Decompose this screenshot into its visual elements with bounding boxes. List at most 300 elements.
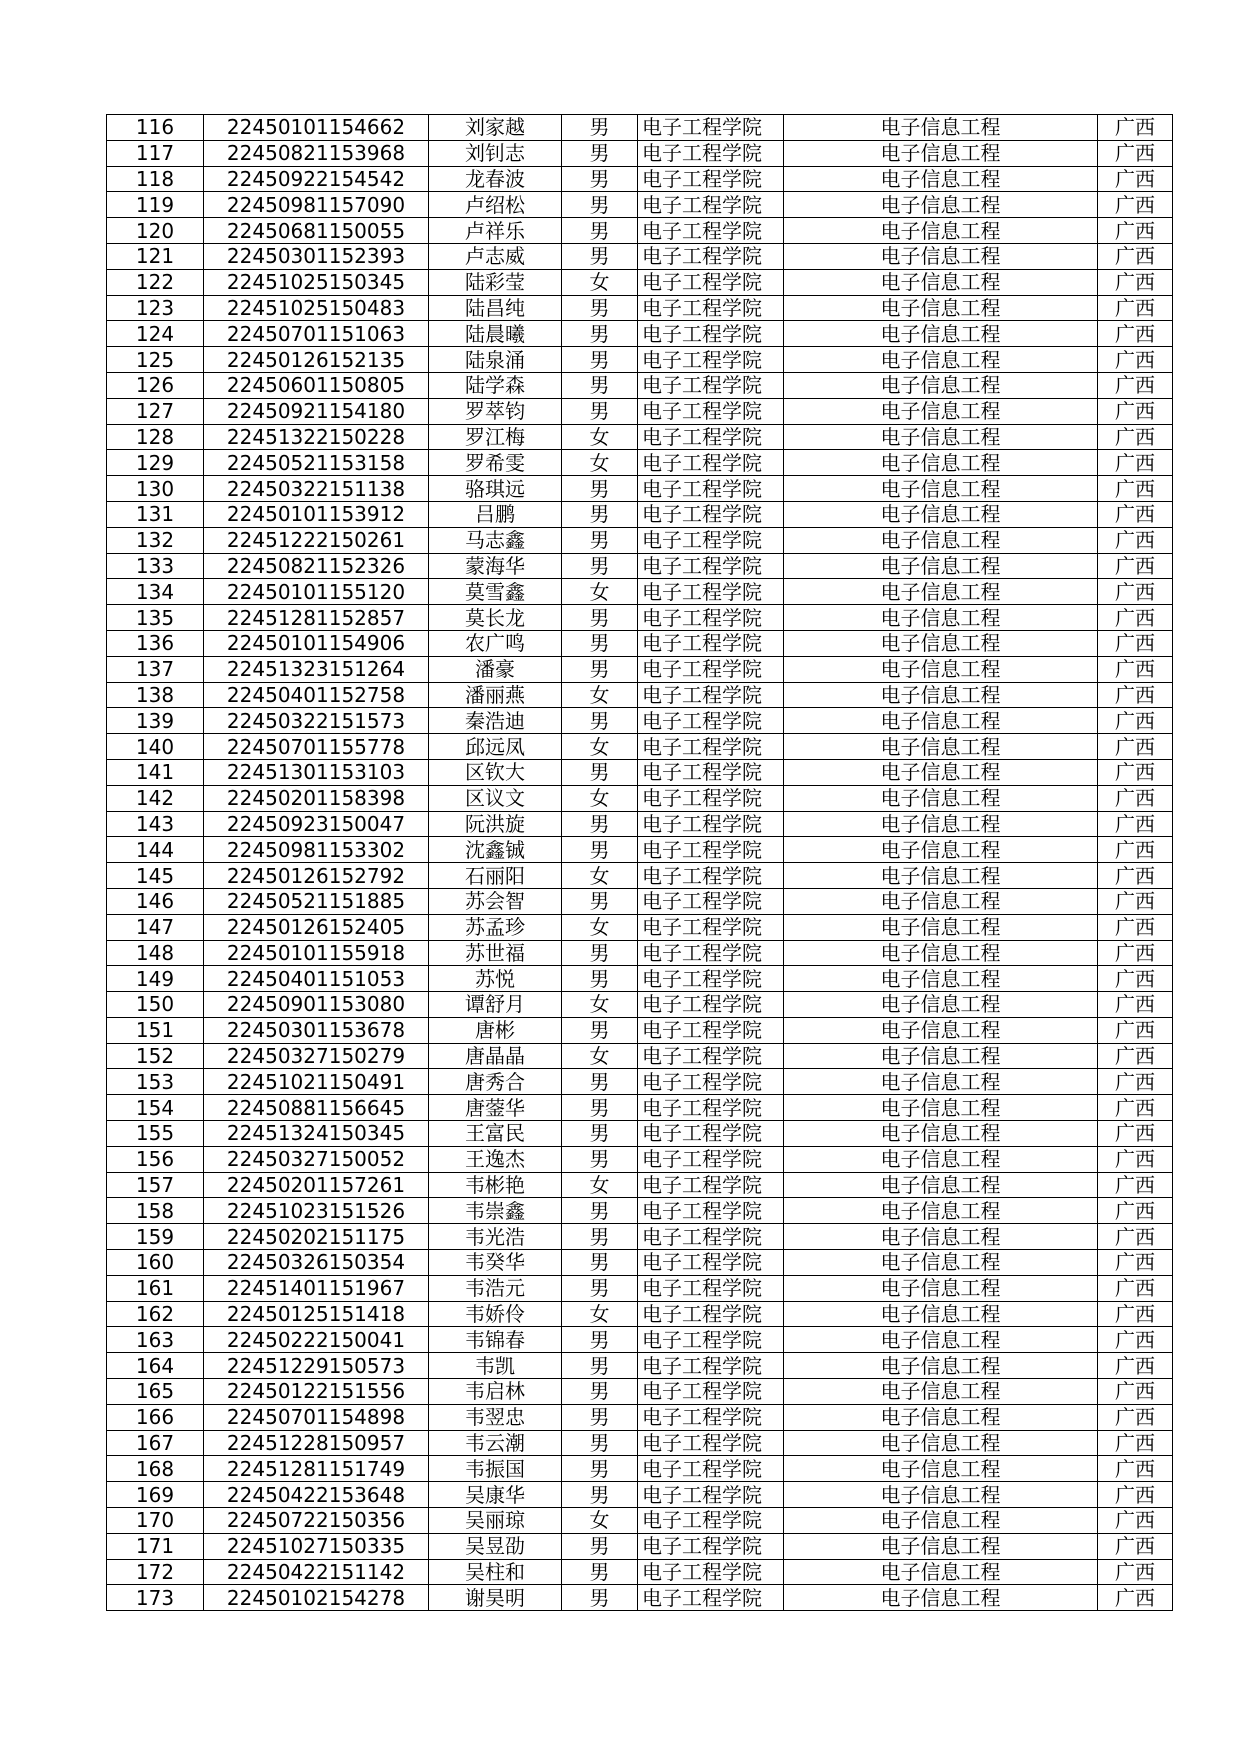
major-cell: 电子信息工程 bbox=[784, 734, 1098, 760]
name-cell: 潘豪 bbox=[429, 656, 562, 682]
college-cell: 电子工程学院 bbox=[638, 1275, 784, 1301]
college-cell: 电子工程学院 bbox=[638, 527, 784, 553]
major-cell: 电子信息工程 bbox=[784, 1482, 1098, 1508]
province-cell: 广西 bbox=[1098, 1043, 1173, 1069]
exam-id-cell: 22450681150055 bbox=[204, 218, 429, 244]
name-cell: 区议文 bbox=[429, 785, 562, 811]
row-number-cell: 120 bbox=[107, 218, 204, 244]
exam-id-cell: 22450821152326 bbox=[204, 553, 429, 579]
row-number-cell: 122 bbox=[107, 269, 204, 295]
college-cell: 电子工程学院 bbox=[638, 1172, 784, 1198]
college-cell: 电子工程学院 bbox=[638, 1585, 784, 1611]
college-cell: 电子工程学院 bbox=[638, 1069, 784, 1095]
province-cell: 广西 bbox=[1098, 863, 1173, 889]
name-cell: 王逸杰 bbox=[429, 1146, 562, 1172]
name-cell: 王富民 bbox=[429, 1121, 562, 1147]
province-cell: 广西 bbox=[1098, 1250, 1173, 1276]
name-cell: 苏世福 bbox=[429, 940, 562, 966]
table-row bbox=[107, 708, 1173, 734]
table-row bbox=[107, 1456, 1173, 1482]
exam-id-cell: 22450126152792 bbox=[204, 863, 429, 889]
major-cell: 电子信息工程 bbox=[784, 1327, 1098, 1353]
college-cell: 电子工程学院 bbox=[638, 1301, 784, 1327]
province-cell: 广西 bbox=[1098, 605, 1173, 631]
gender-cell: 女 bbox=[562, 785, 638, 811]
exam-id-cell: 22450422151142 bbox=[204, 1559, 429, 1585]
name-cell: 卢绍松 bbox=[429, 192, 562, 218]
province-cell: 广西 bbox=[1098, 1404, 1173, 1430]
table-row bbox=[107, 1146, 1173, 1172]
gender-cell: 男 bbox=[562, 966, 638, 992]
major-cell: 电子信息工程 bbox=[784, 1224, 1098, 1250]
exam-id-cell: 22450326150354 bbox=[204, 1250, 429, 1276]
college-cell: 电子工程学院 bbox=[638, 605, 784, 631]
student-list-table bbox=[106, 114, 1173, 1611]
table-row bbox=[107, 837, 1173, 863]
gender-cell: 男 bbox=[562, 166, 638, 192]
province-cell: 广西 bbox=[1098, 888, 1173, 914]
gender-cell: 男 bbox=[562, 759, 638, 785]
row-number-cell: 140 bbox=[107, 734, 204, 760]
name-cell: 韦振国 bbox=[429, 1456, 562, 1482]
major-cell: 电子信息工程 bbox=[784, 759, 1098, 785]
row-number-cell: 125 bbox=[107, 347, 204, 373]
name-cell: 韦云潮 bbox=[429, 1430, 562, 1456]
exam-id-cell: 22451281152857 bbox=[204, 605, 429, 631]
province-cell: 广西 bbox=[1098, 372, 1173, 398]
college-cell: 电子工程学院 bbox=[638, 450, 784, 476]
exam-id-cell: 22450921154180 bbox=[204, 398, 429, 424]
row-number-cell: 139 bbox=[107, 708, 204, 734]
gender-cell: 男 bbox=[562, 656, 638, 682]
name-cell: 韦启林 bbox=[429, 1379, 562, 1405]
major-cell: 电子信息工程 bbox=[784, 966, 1098, 992]
row-number-cell: 159 bbox=[107, 1224, 204, 1250]
row-number-cell: 155 bbox=[107, 1121, 204, 1147]
exam-id-cell: 22450923150047 bbox=[204, 811, 429, 837]
province-cell: 广西 bbox=[1098, 734, 1173, 760]
exam-id-cell: 22450722150356 bbox=[204, 1508, 429, 1534]
name-cell: 韦光浩 bbox=[429, 1224, 562, 1250]
row-number-cell: 137 bbox=[107, 656, 204, 682]
college-cell: 电子工程学院 bbox=[638, 708, 784, 734]
major-cell: 电子信息工程 bbox=[784, 1456, 1098, 1482]
province-cell: 广西 bbox=[1098, 269, 1173, 295]
gender-cell: 女 bbox=[562, 1301, 638, 1327]
college-cell: 电子工程学院 bbox=[638, 1198, 784, 1224]
table-row bbox=[107, 1404, 1173, 1430]
province-cell: 广西 bbox=[1098, 1095, 1173, 1121]
name-cell: 唐晶晶 bbox=[429, 1043, 562, 1069]
name-cell: 唐蓥华 bbox=[429, 1095, 562, 1121]
row-number-cell: 128 bbox=[107, 424, 204, 450]
college-cell: 电子工程学院 bbox=[638, 682, 784, 708]
exam-id-cell: 22451021150491 bbox=[204, 1069, 429, 1095]
name-cell: 卢祥乐 bbox=[429, 218, 562, 244]
college-cell: 电子工程学院 bbox=[638, 1353, 784, 1379]
name-cell: 沈鑫铖 bbox=[429, 837, 562, 863]
table-row bbox=[107, 1017, 1173, 1043]
major-cell: 电子信息工程 bbox=[784, 1172, 1098, 1198]
table-row bbox=[107, 1559, 1173, 1585]
name-cell: 农广鸣 bbox=[429, 630, 562, 656]
province-cell: 广西 bbox=[1098, 837, 1173, 863]
gender-cell: 男 bbox=[562, 243, 638, 269]
exam-id-cell: 22451023151526 bbox=[204, 1198, 429, 1224]
major-cell: 电子信息工程 bbox=[784, 1069, 1098, 1095]
exam-id-cell: 22450401151053 bbox=[204, 966, 429, 992]
row-number-cell: 173 bbox=[107, 1585, 204, 1611]
province-cell: 广西 bbox=[1098, 1069, 1173, 1095]
row-number-cell: 162 bbox=[107, 1301, 204, 1327]
college-cell: 电子工程学院 bbox=[638, 811, 784, 837]
college-cell: 电子工程学院 bbox=[638, 1456, 784, 1482]
name-cell: 罗江梅 bbox=[429, 424, 562, 450]
gender-cell: 男 bbox=[562, 501, 638, 527]
major-cell: 电子信息工程 bbox=[784, 476, 1098, 502]
gender-cell: 女 bbox=[562, 914, 638, 940]
province-cell: 广西 bbox=[1098, 966, 1173, 992]
major-cell: 电子信息工程 bbox=[784, 682, 1098, 708]
college-cell: 电子工程学院 bbox=[638, 1482, 784, 1508]
table-row bbox=[107, 1224, 1173, 1250]
exam-id-cell: 22451229150573 bbox=[204, 1353, 429, 1379]
gender-cell: 男 bbox=[562, 1559, 638, 1585]
gender-cell: 男 bbox=[562, 1250, 638, 1276]
major-cell: 电子信息工程 bbox=[784, 1121, 1098, 1147]
gender-cell: 男 bbox=[562, 1353, 638, 1379]
major-cell: 电子信息工程 bbox=[784, 605, 1098, 631]
major-cell: 电子信息工程 bbox=[784, 553, 1098, 579]
name-cell: 苏孟珍 bbox=[429, 914, 562, 940]
province-cell: 广西 bbox=[1098, 656, 1173, 682]
major-cell: 电子信息工程 bbox=[784, 992, 1098, 1018]
college-cell: 电子工程学院 bbox=[638, 1017, 784, 1043]
gender-cell: 男 bbox=[562, 218, 638, 244]
major-cell: 电子信息工程 bbox=[784, 347, 1098, 373]
province-cell: 广西 bbox=[1098, 1301, 1173, 1327]
row-number-cell: 126 bbox=[107, 372, 204, 398]
exam-id-cell: 22450981153302 bbox=[204, 837, 429, 863]
province-cell: 广西 bbox=[1098, 1146, 1173, 1172]
exam-id-cell: 22451025150345 bbox=[204, 269, 429, 295]
exam-id-cell: 22450901153080 bbox=[204, 992, 429, 1018]
row-number-cell: 158 bbox=[107, 1198, 204, 1224]
table-row bbox=[107, 295, 1173, 321]
table-row bbox=[107, 424, 1173, 450]
name-cell: 陆彩莹 bbox=[429, 269, 562, 295]
exam-id-cell: 22450126152405 bbox=[204, 914, 429, 940]
name-cell: 吴柱和 bbox=[429, 1559, 562, 1585]
gender-cell: 男 bbox=[562, 837, 638, 863]
table-row bbox=[107, 630, 1173, 656]
gender-cell: 女 bbox=[562, 579, 638, 605]
row-number-cell: 160 bbox=[107, 1250, 204, 1276]
exam-id-cell: 22450322151138 bbox=[204, 476, 429, 502]
exam-id-cell: 22450202151175 bbox=[204, 1224, 429, 1250]
gender-cell: 男 bbox=[562, 1146, 638, 1172]
table-row bbox=[107, 1353, 1173, 1379]
college-cell: 电子工程学院 bbox=[638, 1379, 784, 1405]
table-row bbox=[107, 579, 1173, 605]
name-cell: 韦癸华 bbox=[429, 1250, 562, 1276]
major-cell: 电子信息工程 bbox=[784, 1404, 1098, 1430]
row-number-cell: 121 bbox=[107, 243, 204, 269]
college-cell: 电子工程学院 bbox=[638, 785, 784, 811]
major-cell: 电子信息工程 bbox=[784, 1353, 1098, 1379]
college-cell: 电子工程学院 bbox=[638, 1224, 784, 1250]
exam-id-cell: 22450101155918 bbox=[204, 940, 429, 966]
major-cell: 电子信息工程 bbox=[784, 450, 1098, 476]
table-row bbox=[107, 192, 1173, 218]
table-row bbox=[107, 1327, 1173, 1353]
college-cell: 电子工程学院 bbox=[638, 1533, 784, 1559]
row-number-cell: 133 bbox=[107, 553, 204, 579]
major-cell: 电子信息工程 bbox=[784, 166, 1098, 192]
province-cell: 广西 bbox=[1098, 1198, 1173, 1224]
exam-id-cell: 22450401152758 bbox=[204, 682, 429, 708]
row-number-cell: 148 bbox=[107, 940, 204, 966]
exam-id-cell: 22450102154278 bbox=[204, 1585, 429, 1611]
province-cell: 广西 bbox=[1098, 1327, 1173, 1353]
exam-id-cell: 22450301153678 bbox=[204, 1017, 429, 1043]
province-cell: 广西 bbox=[1098, 630, 1173, 656]
major-cell: 电子信息工程 bbox=[784, 708, 1098, 734]
row-number-cell: 168 bbox=[107, 1456, 204, 1482]
name-cell: 吴昱劭 bbox=[429, 1533, 562, 1559]
row-number-cell: 157 bbox=[107, 1172, 204, 1198]
major-cell: 电子信息工程 bbox=[784, 372, 1098, 398]
table-row bbox=[107, 682, 1173, 708]
table-row bbox=[107, 1069, 1173, 1095]
major-cell: 电子信息工程 bbox=[784, 1146, 1098, 1172]
gender-cell: 女 bbox=[562, 734, 638, 760]
table-row bbox=[107, 1043, 1173, 1069]
exam-id-cell: 22450821153968 bbox=[204, 140, 429, 166]
province-cell: 广西 bbox=[1098, 1456, 1173, 1482]
gender-cell: 男 bbox=[562, 1224, 638, 1250]
major-cell: 电子信息工程 bbox=[784, 321, 1098, 347]
major-cell: 电子信息工程 bbox=[784, 295, 1098, 321]
major-cell: 电子信息工程 bbox=[784, 1043, 1098, 1069]
major-cell: 电子信息工程 bbox=[784, 888, 1098, 914]
province-cell: 广西 bbox=[1098, 1585, 1173, 1611]
college-cell: 电子工程学院 bbox=[638, 295, 784, 321]
name-cell: 吴康华 bbox=[429, 1482, 562, 1508]
gender-cell: 男 bbox=[562, 888, 638, 914]
major-cell: 电子信息工程 bbox=[784, 218, 1098, 244]
exam-id-cell: 22450701155778 bbox=[204, 734, 429, 760]
major-cell: 电子信息工程 bbox=[784, 501, 1098, 527]
table-row bbox=[107, 398, 1173, 424]
exam-id-cell: 22450125151418 bbox=[204, 1301, 429, 1327]
table-row bbox=[107, 1301, 1173, 1327]
row-number-cell: 166 bbox=[107, 1404, 204, 1430]
major-cell: 电子信息工程 bbox=[784, 1508, 1098, 1534]
college-cell: 电子工程学院 bbox=[638, 243, 784, 269]
row-number-cell: 165 bbox=[107, 1379, 204, 1405]
exam-id-cell: 22450122151556 bbox=[204, 1379, 429, 1405]
college-cell: 电子工程学院 bbox=[638, 1250, 784, 1276]
gender-cell: 男 bbox=[562, 372, 638, 398]
college-cell: 电子工程学院 bbox=[638, 1043, 784, 1069]
row-number-cell: 124 bbox=[107, 321, 204, 347]
major-cell: 电子信息工程 bbox=[784, 1559, 1098, 1585]
row-number-cell: 170 bbox=[107, 1508, 204, 1534]
gender-cell: 男 bbox=[562, 115, 638, 141]
province-cell: 广西 bbox=[1098, 553, 1173, 579]
table-row bbox=[107, 372, 1173, 398]
name-cell: 吴丽琼 bbox=[429, 1508, 562, 1534]
table-row bbox=[107, 1275, 1173, 1301]
exam-id-cell: 22450101153912 bbox=[204, 501, 429, 527]
name-cell: 苏会智 bbox=[429, 888, 562, 914]
name-cell: 陆晨曦 bbox=[429, 321, 562, 347]
province-cell: 广西 bbox=[1098, 914, 1173, 940]
row-number-cell: 117 bbox=[107, 140, 204, 166]
province-cell: 广西 bbox=[1098, 1224, 1173, 1250]
table-row bbox=[107, 605, 1173, 631]
row-number-cell: 134 bbox=[107, 579, 204, 605]
province-cell: 广西 bbox=[1098, 527, 1173, 553]
exam-id-cell: 22450701154898 bbox=[204, 1404, 429, 1430]
province-cell: 广西 bbox=[1098, 1172, 1173, 1198]
college-cell: 电子工程学院 bbox=[638, 1508, 784, 1534]
exam-id-cell: 22450322151573 bbox=[204, 708, 429, 734]
gender-cell: 男 bbox=[562, 398, 638, 424]
gender-cell: 女 bbox=[562, 450, 638, 476]
province-cell: 广西 bbox=[1098, 708, 1173, 734]
major-cell: 电子信息工程 bbox=[784, 527, 1098, 553]
gender-cell: 男 bbox=[562, 708, 638, 734]
major-cell: 电子信息工程 bbox=[784, 192, 1098, 218]
row-number-cell: 129 bbox=[107, 450, 204, 476]
row-number-cell: 141 bbox=[107, 759, 204, 785]
row-number-cell: 151 bbox=[107, 1017, 204, 1043]
row-number-cell: 150 bbox=[107, 992, 204, 1018]
gender-cell: 女 bbox=[562, 992, 638, 1018]
exam-id-cell: 22451301153103 bbox=[204, 759, 429, 785]
province-cell: 广西 bbox=[1098, 811, 1173, 837]
row-number-cell: 144 bbox=[107, 837, 204, 863]
college-cell: 电子工程学院 bbox=[638, 940, 784, 966]
table-row bbox=[107, 1430, 1173, 1456]
name-cell: 刘钊志 bbox=[429, 140, 562, 166]
row-number-cell: 169 bbox=[107, 1482, 204, 1508]
row-number-cell: 161 bbox=[107, 1275, 204, 1301]
college-cell: 电子工程学院 bbox=[638, 1121, 784, 1147]
gender-cell: 男 bbox=[562, 811, 638, 837]
table-body bbox=[107, 115, 1173, 1611]
table-row bbox=[107, 656, 1173, 682]
exam-id-cell: 22451228150957 bbox=[204, 1430, 429, 1456]
gender-cell: 男 bbox=[562, 527, 638, 553]
table-row bbox=[107, 940, 1173, 966]
table-row bbox=[107, 269, 1173, 295]
college-cell: 电子工程学院 bbox=[638, 372, 784, 398]
gender-cell: 男 bbox=[562, 1379, 638, 1405]
row-number-cell: 118 bbox=[107, 166, 204, 192]
gender-cell: 男 bbox=[562, 476, 638, 502]
exam-id-cell: 22450327150279 bbox=[204, 1043, 429, 1069]
college-cell: 电子工程学院 bbox=[638, 1559, 784, 1585]
exam-id-cell: 22451323151264 bbox=[204, 656, 429, 682]
province-cell: 广西 bbox=[1098, 682, 1173, 708]
exam-id-cell: 22450201158398 bbox=[204, 785, 429, 811]
exam-id-cell: 22451281151749 bbox=[204, 1456, 429, 1482]
exam-id-cell: 22450101154662 bbox=[204, 115, 429, 141]
table-row bbox=[107, 1585, 1173, 1611]
name-cell: 韦彬艳 bbox=[429, 1172, 562, 1198]
province-cell: 广西 bbox=[1098, 785, 1173, 811]
exam-id-cell: 22451324150345 bbox=[204, 1121, 429, 1147]
college-cell: 电子工程学院 bbox=[638, 476, 784, 502]
name-cell: 蒙海华 bbox=[429, 553, 562, 579]
row-number-cell: 152 bbox=[107, 1043, 204, 1069]
table-row bbox=[107, 347, 1173, 373]
province-cell: 广西 bbox=[1098, 218, 1173, 244]
gender-cell: 男 bbox=[562, 630, 638, 656]
name-cell: 刘家越 bbox=[429, 115, 562, 141]
gender-cell: 男 bbox=[562, 1456, 638, 1482]
gender-cell: 女 bbox=[562, 682, 638, 708]
exam-id-cell: 22450881156645 bbox=[204, 1095, 429, 1121]
major-cell: 电子信息工程 bbox=[784, 1250, 1098, 1276]
name-cell: 唐彬 bbox=[429, 1017, 562, 1043]
province-cell: 广西 bbox=[1098, 1533, 1173, 1559]
table-row bbox=[107, 1172, 1173, 1198]
row-number-cell: 164 bbox=[107, 1353, 204, 1379]
province-cell: 广西 bbox=[1098, 1508, 1173, 1534]
name-cell: 谢昊明 bbox=[429, 1585, 562, 1611]
college-cell: 电子工程学院 bbox=[638, 1146, 784, 1172]
gender-cell: 男 bbox=[562, 1482, 638, 1508]
college-cell: 电子工程学院 bbox=[638, 837, 784, 863]
college-cell: 电子工程学院 bbox=[638, 579, 784, 605]
table-row bbox=[107, 863, 1173, 889]
row-number-cell: 145 bbox=[107, 863, 204, 889]
gender-cell: 男 bbox=[562, 940, 638, 966]
exam-id-cell: 22451322150228 bbox=[204, 424, 429, 450]
province-cell: 广西 bbox=[1098, 192, 1173, 218]
name-cell: 韦崇鑫 bbox=[429, 1198, 562, 1224]
province-cell: 广西 bbox=[1098, 347, 1173, 373]
college-cell: 电子工程学院 bbox=[638, 269, 784, 295]
province-cell: 广西 bbox=[1098, 321, 1173, 347]
college-cell: 电子工程学院 bbox=[638, 1404, 784, 1430]
college-cell: 电子工程学院 bbox=[638, 218, 784, 244]
college-cell: 电子工程学院 bbox=[638, 914, 784, 940]
province-cell: 广西 bbox=[1098, 1353, 1173, 1379]
province-cell: 广西 bbox=[1098, 398, 1173, 424]
exam-id-cell: 22450521151885 bbox=[204, 888, 429, 914]
table-row bbox=[107, 966, 1173, 992]
province-cell: 广西 bbox=[1098, 243, 1173, 269]
name-cell: 韦浩元 bbox=[429, 1275, 562, 1301]
college-cell: 电子工程学院 bbox=[638, 966, 784, 992]
gender-cell: 男 bbox=[562, 347, 638, 373]
gender-cell: 男 bbox=[562, 295, 638, 321]
gender-cell: 男 bbox=[562, 321, 638, 347]
table-row bbox=[107, 166, 1173, 192]
name-cell: 潘丽燕 bbox=[429, 682, 562, 708]
college-cell: 电子工程学院 bbox=[638, 1430, 784, 1456]
table-row bbox=[107, 476, 1173, 502]
gender-cell: 女 bbox=[562, 1172, 638, 1198]
major-cell: 电子信息工程 bbox=[784, 785, 1098, 811]
gender-cell: 男 bbox=[562, 605, 638, 631]
row-number-cell: 135 bbox=[107, 605, 204, 631]
